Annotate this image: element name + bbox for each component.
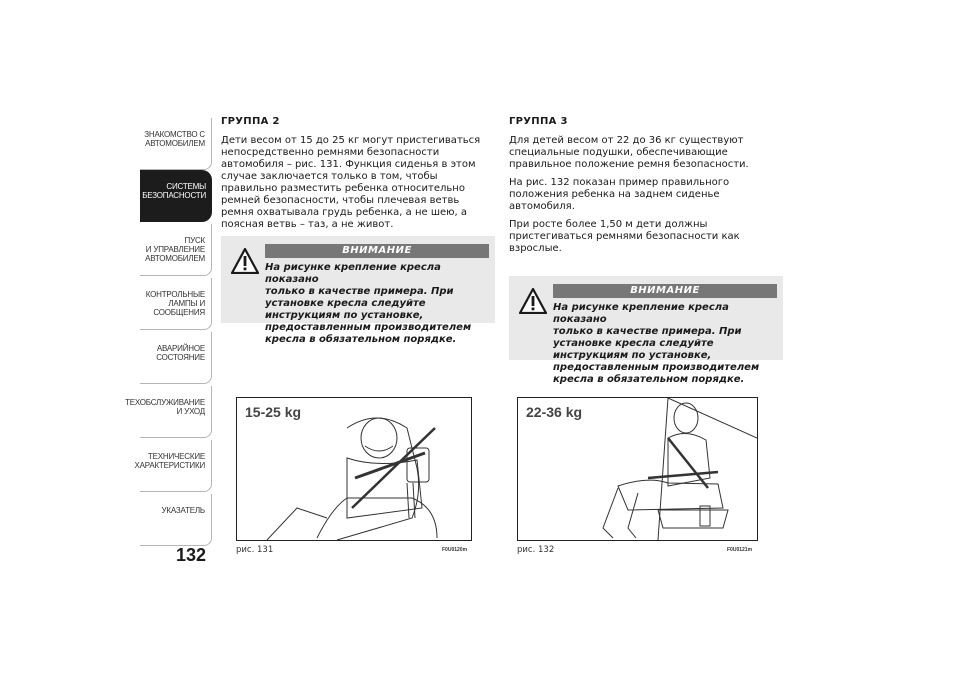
group-3-heading: ГРУППА 3: [509, 116, 568, 127]
group-2-heading: ГРУППА 2: [221, 116, 280, 127]
warning-text-line1: На рисунке крепление кресла показано: [265, 262, 441, 285]
warning-text-rest: только в качестве примера. При установке кресла следуйте инструкциям по установке, предоставленным производителем кресла в обязательном порядке.: [553, 326, 760, 385]
tab-intro[interactable]: [140, 118, 212, 170]
figure-131-caption: рис. 131: [236, 545, 274, 555]
group-2-paragraph: Дети весом от 15 до 25 кг могут пристегиваться непосредственно ремнями безопасности автомобиля – рис. 131. Функция сиденья в этом случае заключается только в том, чтобы правильно разместить ребенка относительно ремней безопасности, чтобы плечевая ветвь ремня охватывала грудь ребенка, а не шею, а поясная ветвь – таз, а не живот.: [221, 135, 481, 230]
tab-label: ЗНАКОМСТВО С АВТОМОБИЛЕМ: [144, 130, 205, 148]
child-booster-cushion-illustration: [518, 398, 757, 540]
group-3-paragraph-2: На рис. 132 показан пример правильного положения ребенка на заднем сиденье автомобиля.: [509, 177, 730, 212]
tab-start-driving[interactable]: [140, 224, 212, 276]
tab-label: АВАРИЙНОЕ СОСТОЯНИЕ: [156, 344, 205, 362]
right-column: [509, 116, 781, 261]
warning-title: ВНИМАНИЕ: [553, 284, 777, 298]
tab-maintenance[interactable]: [125, 386, 212, 438]
warning-text-rest: только в качестве примера. При установке кресла следуйте инструкциям по установке, предоставленным производителем кресла в обязательном порядке.: [265, 286, 472, 345]
tab-label: ПУСК И УПРАВЛЕНИЕ АВТОМОБИЛЕМ: [145, 236, 205, 263]
left-column: [221, 116, 491, 237]
figure-weight-label: 15-25 kg: [245, 404, 302, 420]
warning-text: [517, 302, 777, 386]
figure-132-caption: рис. 132: [517, 545, 555, 555]
tab-safety[interactable]: [140, 170, 212, 222]
tab-specifications[interactable]: [134, 440, 212, 492]
warning-text-line1: На рисунке крепление кресла показано: [553, 302, 729, 325]
warning-box-right: [509, 276, 783, 385]
tab-label: УКАЗАТЕЛЬ: [161, 506, 205, 515]
warning-title: ВНИМАНИЕ: [265, 244, 489, 258]
figure-132-code: F0U0121m: [727, 547, 753, 553]
tab-label: КОНТРОЛЬНЫЕ ЛАМПЫ И СООБЩЕНИЯ: [145, 290, 205, 317]
group-3-paragraph-1: Для детей весом от 22 до 36 кг существуют специальные подушки, обеспечивающие правильное положение ремня безопасности.: [509, 135, 749, 170]
child-booster-seat-illustration: [237, 398, 471, 540]
page-number: 132: [176, 545, 207, 565]
tab-label: СИСТЕМЫ БЕЗОПАСНОСТИ: [142, 182, 206, 200]
tab-label: ТЕХНИЧЕСКИЕ ХАРАКТЕРИСТИКИ: [134, 452, 205, 470]
tab-index[interactable]: [140, 494, 212, 546]
figure-weight-label: 22-36 kg: [526, 404, 583, 420]
group-3-paragraph-3: При росте более 1,50 м дети должны пристегиваться ремнями безопасности как взрослые.: [509, 219, 740, 254]
figure-131: [236, 397, 472, 541]
figure-132: [517, 397, 758, 541]
figure-131-code: F0U0120m: [442, 547, 468, 553]
warning-box-left: [221, 236, 495, 345]
tab-warning-lights[interactable]: [140, 278, 212, 330]
warning-text: [229, 262, 489, 346]
tab-label: ТЕХОБСЛУЖИВАНИЕ И УХОД: [125, 398, 205, 416]
tab-emergency[interactable]: [140, 332, 212, 384]
